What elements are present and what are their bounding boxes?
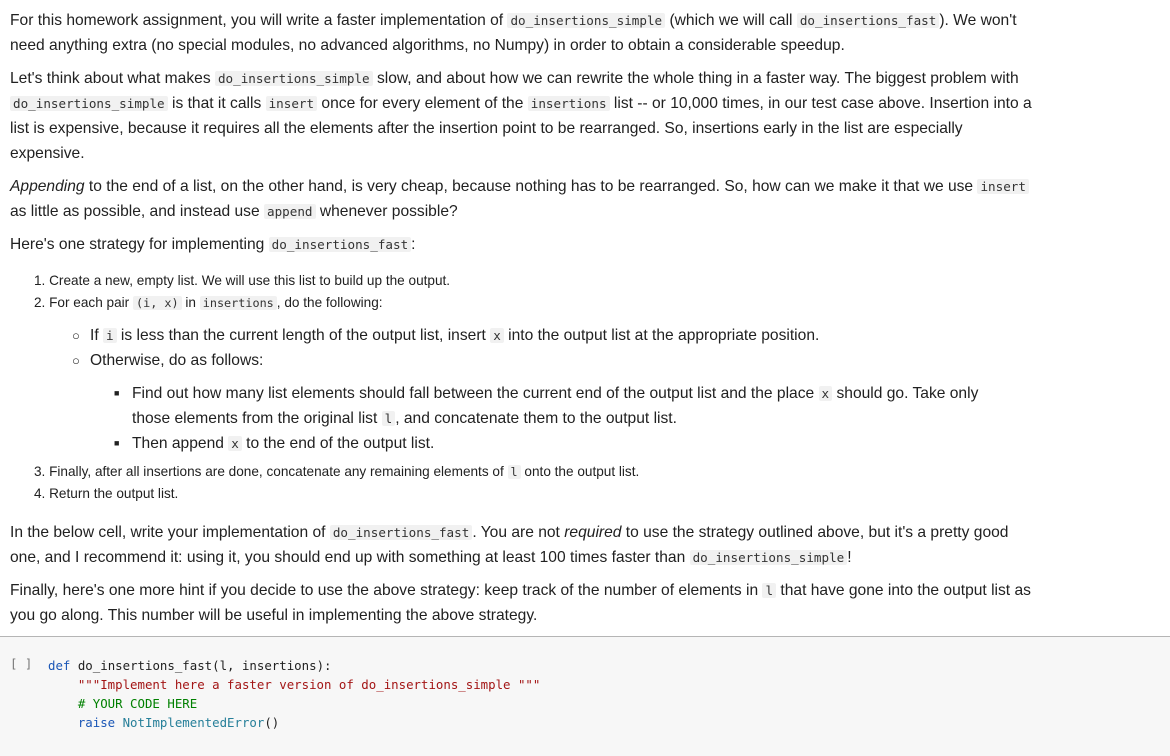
list-item [34, 292, 383, 314]
text: ). We won't need anything extra (no special modules, no advanced algorithms, no Numpy) in order to obtain a considerable speedup. [10, 12, 1017, 54]
inline-code: insert [977, 179, 1029, 194]
text: list -- or 10,000 times, in our test case above. Insertion into a list is expensive, because it requires all the elements after the insertion point to be rearranged. So, insertions early in the list are especially expensive. [10, 95, 1032, 162]
text: , do the following: [276, 295, 383, 310]
text: 2. For each pair [34, 295, 133, 310]
text: For this homework assignment, you will write a faster implementation of [10, 12, 508, 29]
text: . You are not [472, 524, 565, 541]
paragraph-instructions [10, 520, 1040, 570]
text: onto the output list. [520, 464, 640, 479]
text: Then append [132, 435, 229, 452]
keyword: raise [48, 715, 116, 730]
text: , and concatenate them to the output list. [395, 410, 677, 427]
inline-code: x [228, 436, 242, 451]
text: (which we will call [665, 12, 797, 29]
text: slow, and about how we can rewrite the whole thing in a faster way. The biggest problem with [372, 70, 1019, 87]
list-item [114, 431, 1014, 456]
inline-code: (i, x) [133, 296, 182, 310]
text: ! [847, 549, 852, 566]
paragraph-strategy [10, 232, 416, 257]
square-bullet-icon: ■ [114, 388, 120, 398]
text: whenever possible? [315, 203, 458, 220]
text: Otherwise, do as follows: [90, 352, 264, 369]
keyword: def [48, 658, 71, 673]
text: 4. Return the output list. [34, 486, 179, 501]
inline-code: insertions [528, 96, 610, 111]
text: is that it calls [167, 95, 266, 112]
inline-code: l [382, 411, 396, 426]
inline-code: do_insertions_simple [215, 71, 373, 86]
code-cell[interactable] [0, 637, 1170, 756]
list-item-text [132, 381, 1012, 431]
text: once for every element of the [317, 95, 528, 112]
code-comment: # YOUR CODE HERE [48, 696, 198, 711]
list-item [34, 270, 450, 292]
text: as little as possible, and instead use [10, 203, 264, 220]
paragraph-appending [10, 174, 1040, 224]
text: : [411, 236, 416, 253]
emphasis: Appending [10, 178, 85, 195]
inline-code: do_insertions_fast [797, 13, 939, 28]
inline-code: do_insertions_fast [330, 525, 472, 540]
list-item [72, 348, 263, 373]
list-item [72, 323, 819, 348]
paragraph-why-slow [10, 66, 1040, 166]
inline-code: do_insertions_simple [690, 550, 848, 565]
paragraph-intro [10, 8, 1040, 58]
text: to the end of the output list. [241, 435, 435, 452]
inline-code: x [490, 328, 504, 343]
text: Finally, here's one more hint if you decide to use the above strategy: keep track of the number of elements in [10, 582, 763, 599]
call-parens: () [264, 715, 280, 730]
inline-code: i [103, 328, 117, 343]
text: in [181, 295, 200, 310]
square-bullet-icon: ■ [114, 438, 120, 448]
inline-code: l [508, 465, 521, 479]
list-item [114, 381, 1014, 431]
inline-code: do_insertions_simple [10, 96, 168, 111]
list-item [34, 483, 178, 505]
inline-code: do_insertions_fast [269, 237, 411, 252]
text: Find out how many list elements should fall between the current end of the output list and the place [132, 385, 819, 402]
circle-bullet-icon: ○ [72, 328, 80, 343]
inline-code: x [819, 386, 833, 401]
inline-code: l [762, 583, 776, 598]
text: In the below cell, write your implementation of [10, 524, 330, 541]
function-signature: do_insertions_fast(l, insertions): [70, 658, 332, 673]
text: should go. Take only those elements from the original list [132, 385, 979, 427]
text: to use the strategy outlined above, but it's a pretty good one, and I recommend it: using it, you should end up with something at least 100 times faster than [10, 524, 1009, 566]
text: is less than the current length of the output list, insert [116, 327, 491, 344]
inline-code: insert [266, 96, 318, 111]
text: that have gone into the output list as you go along. This number will be useful in implementing the above strategy. [10, 582, 1031, 624]
text: to the end of a list, on the other hand, is very cheap, because nothing has to be rearranged. So, how can we make it that we use [84, 178, 978, 195]
text: If [90, 327, 103, 344]
circle-bullet-icon: ○ [72, 353, 80, 368]
text: 1. Create a new, empty list. We will use this list to build up the output. [34, 273, 451, 288]
text: Here's one strategy for implementing [10, 236, 269, 253]
text: into the output list at the appropriate position. [503, 327, 820, 344]
text: Let's think about what makes [10, 70, 215, 87]
text: 3. Finally, after all insertions are done, concatenate any remaining elements of [34, 464, 508, 479]
code-editor[interactable] [48, 656, 540, 732]
emphasis: required [564, 524, 622, 541]
inline-code: append [264, 204, 316, 219]
inline-code: insertions [200, 296, 277, 310]
exception-name: NotImplementedError [115, 715, 265, 730]
list-item [34, 461, 639, 483]
run-cell-button[interactable]: [ ] [10, 656, 33, 671]
paragraph-hint [10, 578, 1040, 628]
inline-code: do_insertions_simple [507, 13, 665, 28]
docstring: """Implement here a faster version of do_insertions_simple """ [48, 677, 541, 692]
